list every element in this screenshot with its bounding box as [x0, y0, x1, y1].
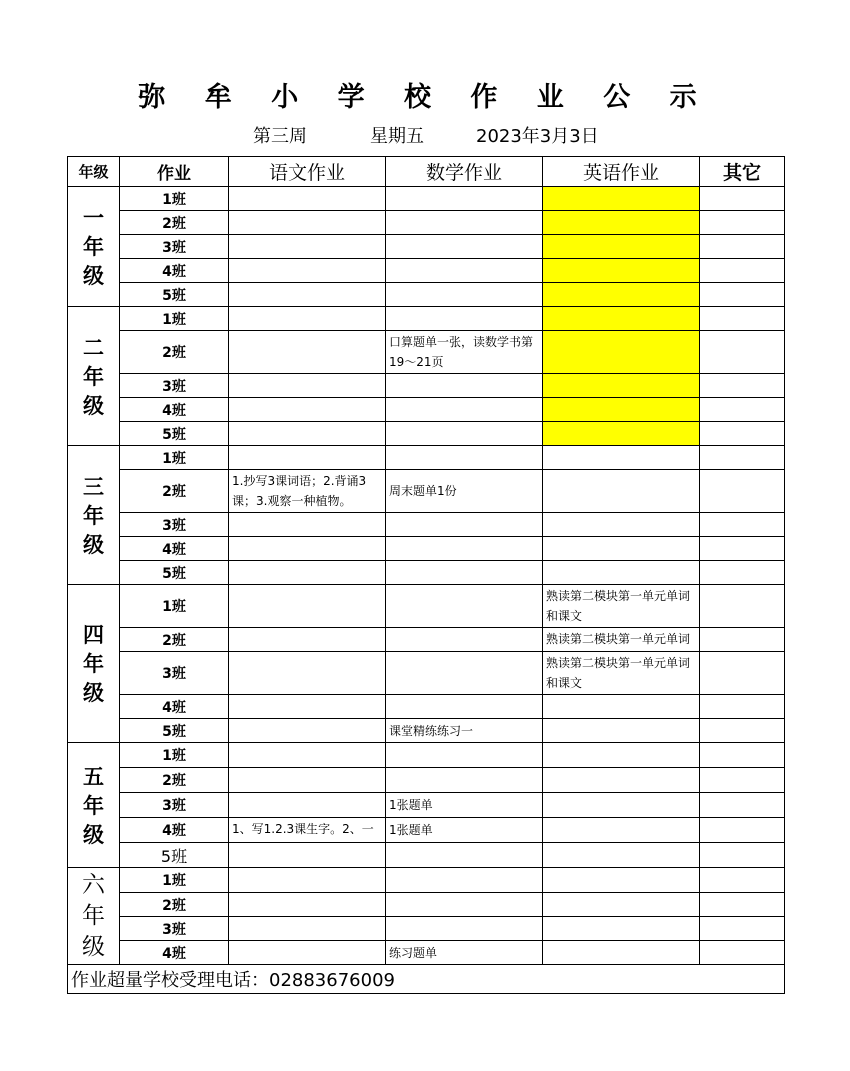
math-homework-cell [386, 843, 543, 868]
chinese-homework-cell [229, 446, 386, 470]
class-label: 3班 [120, 513, 229, 537]
english-homework-cell [543, 917, 700, 941]
table-row [68, 793, 785, 818]
math-homework-cell [386, 743, 543, 768]
other-homework-cell [700, 422, 785, 446]
chinese-homework-cell [229, 537, 386, 561]
class-label: 3班 [120, 235, 229, 259]
table-row [68, 187, 785, 211]
table-row [68, 652, 785, 695]
other-homework-cell [700, 331, 785, 374]
class-label: 3班 [120, 917, 229, 941]
other-homework-cell [700, 446, 785, 470]
math-homework-text: 课堂精练练习一 [389, 723, 474, 738]
page-title: 弥 牟 小 学 校 作 业 公 示 [138, 82, 712, 113]
table-row [68, 259, 785, 283]
math-homework-cell [386, 331, 543, 374]
header-math: 数学作业 [386, 157, 543, 187]
table-row [68, 868, 785, 893]
other-homework-cell [700, 893, 785, 917]
english-homework-text: 熟读第二模块第一单元单词和课文 [546, 589, 691, 623]
chinese-homework-cell [229, 374, 386, 398]
other-homework-cell [700, 398, 785, 422]
english-homework-cell [543, 652, 700, 695]
chinese-homework-cell [229, 211, 386, 235]
table-row [68, 283, 785, 307]
english-homework-cell [543, 513, 700, 537]
grade-label: 三 年 级 [68, 446, 120, 585]
english-homework-cell [543, 768, 700, 793]
english-homework-cell [543, 187, 700, 211]
other-homework-cell [700, 211, 785, 235]
english-homework-cell [543, 307, 700, 331]
math-homework-cell [386, 719, 543, 743]
chinese-homework-text: 1、写1.2.3课生字。2、一 [232, 821, 374, 836]
table-row [68, 719, 785, 743]
table-row [68, 818, 785, 843]
math-homework-cell [386, 628, 543, 652]
table-row [68, 628, 785, 652]
english-homework-text: 熟读第二模块第一单元单词和课文 [546, 656, 691, 690]
chinese-homework-cell [229, 743, 386, 768]
chinese-homework-cell [229, 259, 386, 283]
chinese-homework-cell [229, 719, 386, 743]
other-homework-cell [700, 374, 785, 398]
other-homework-cell [700, 941, 785, 965]
other-homework-cell [700, 585, 785, 628]
math-homework-cell [386, 652, 543, 695]
class-label: 2班 [120, 628, 229, 652]
class-label: 1班 [120, 446, 229, 470]
english-homework-cell [543, 537, 700, 561]
other-homework-cell [700, 818, 785, 843]
chinese-homework-cell [229, 561, 386, 585]
math-homework-cell [386, 561, 543, 585]
table-row [68, 374, 785, 398]
english-homework-cell [543, 941, 700, 965]
class-label: 5班 [120, 561, 229, 585]
chinese-homework-cell [229, 917, 386, 941]
class-label: 2班 [120, 470, 229, 513]
subtitle-week: 第三周 [253, 126, 307, 147]
table-row [68, 446, 785, 470]
chinese-homework-cell [229, 652, 386, 695]
english-homework-cell [543, 331, 700, 374]
chinese-homework-text: 1.抄写3课词语；2.背诵3课；3.观察一种植物。 [232, 474, 367, 508]
other-homework-cell [700, 561, 785, 585]
table-row [68, 561, 785, 585]
header-homework: 作业 [120, 157, 229, 187]
class-label: 5班 [120, 422, 229, 446]
class-label: 3班 [120, 374, 229, 398]
english-homework-cell [543, 422, 700, 446]
other-homework-cell [700, 719, 785, 743]
math-homework-cell [386, 235, 543, 259]
english-homework-cell [543, 470, 700, 513]
math-homework-cell [386, 211, 543, 235]
class-label: 4班 [120, 695, 229, 719]
math-homework-text: 练习题单 [389, 945, 438, 960]
class-label: 5班 [120, 843, 229, 868]
english-homework-cell [543, 211, 700, 235]
chinese-homework-cell [229, 235, 386, 259]
class-label: 2班 [120, 211, 229, 235]
chinese-homework-cell [229, 470, 386, 513]
math-homework-cell [386, 259, 543, 283]
class-label: 4班 [120, 818, 229, 843]
chinese-homework-cell [229, 843, 386, 868]
other-homework-cell [700, 652, 785, 695]
english-homework-cell [543, 628, 700, 652]
footer-complaint-phone: 作业超量学校受理电话：02883676009 [68, 965, 785, 994]
grade-label: 四 年 级 [68, 585, 120, 743]
chinese-homework-cell [229, 585, 386, 628]
class-label: 4班 [120, 537, 229, 561]
header-chinese: 语文作业 [229, 157, 386, 187]
class-label: 1班 [120, 585, 229, 628]
math-homework-text: 1张题单 [389, 823, 433, 837]
english-homework-cell [543, 793, 700, 818]
chinese-homework-cell [229, 893, 386, 917]
chinese-homework-cell [229, 695, 386, 719]
grade-label: 五 年 级 [68, 743, 120, 868]
english-homework-cell [543, 818, 700, 843]
table-row [68, 843, 785, 868]
grade-label: 二 年 级 [68, 307, 120, 446]
english-homework-cell [543, 235, 700, 259]
other-homework-cell [700, 537, 785, 561]
chinese-homework-cell [229, 331, 386, 374]
table-row [68, 585, 785, 628]
class-label: 2班 [120, 331, 229, 374]
table-row [68, 743, 785, 768]
table-row [68, 307, 785, 331]
english-homework-cell [543, 561, 700, 585]
class-label: 1班 [120, 743, 229, 768]
math-homework-cell [386, 917, 543, 941]
other-homework-cell [700, 843, 785, 868]
math-homework-cell [386, 283, 543, 307]
class-label: 5班 [120, 283, 229, 307]
chinese-homework-cell [229, 422, 386, 446]
table-row [68, 513, 785, 537]
math-homework-text: 1张题单 [389, 798, 433, 812]
table-row [68, 398, 785, 422]
other-homework-cell [700, 187, 785, 211]
other-homework-cell [700, 768, 785, 793]
chinese-homework-cell [229, 768, 386, 793]
table-row [68, 941, 785, 965]
table-row [68, 422, 785, 446]
table-row [68, 235, 785, 259]
class-label: 2班 [120, 893, 229, 917]
math-homework-cell [386, 793, 543, 818]
other-homework-cell [700, 513, 785, 537]
math-homework-cell [386, 398, 543, 422]
class-label: 5班 [120, 719, 229, 743]
english-homework-cell [543, 585, 700, 628]
english-homework-cell [543, 374, 700, 398]
class-label: 3班 [120, 793, 229, 818]
english-homework-cell [543, 843, 700, 868]
chinese-homework-cell [229, 793, 386, 818]
table-row [68, 211, 785, 235]
math-homework-text: 周末题单1份 [389, 484, 457, 498]
math-homework-cell [386, 893, 543, 917]
math-homework-cell [386, 470, 543, 513]
english-homework-cell [543, 695, 700, 719]
other-homework-cell [700, 235, 785, 259]
class-label: 1班 [120, 307, 229, 331]
english-homework-cell [543, 743, 700, 768]
other-homework-cell [700, 283, 785, 307]
class-label: 3班 [120, 652, 229, 695]
english-homework-cell [543, 283, 700, 307]
chinese-homework-cell [229, 513, 386, 537]
chinese-homework-cell [229, 283, 386, 307]
english-homework-cell [543, 893, 700, 917]
other-homework-cell [700, 868, 785, 893]
grade-label: 六 年 级 [68, 868, 120, 965]
math-homework-cell [386, 818, 543, 843]
other-homework-cell [700, 695, 785, 719]
chinese-homework-cell [229, 628, 386, 652]
english-homework-cell [543, 446, 700, 470]
math-homework-cell [386, 768, 543, 793]
other-homework-cell [700, 917, 785, 941]
class-label: 2班 [120, 768, 229, 793]
other-homework-cell [700, 743, 785, 768]
english-homework-cell [543, 719, 700, 743]
other-homework-cell [700, 628, 785, 652]
header-other: 其它 [700, 157, 785, 187]
table-row [68, 331, 785, 374]
class-label: 4班 [120, 259, 229, 283]
math-homework-cell [386, 585, 543, 628]
subtitle-date: 2023年3月3日 [476, 126, 599, 147]
class-label: 4班 [120, 941, 229, 965]
english-homework-cell [543, 868, 700, 893]
chinese-homework-cell [229, 307, 386, 331]
english-homework-cell [543, 398, 700, 422]
math-homework-cell [386, 187, 543, 211]
class-label: 1班 [120, 187, 229, 211]
other-homework-cell [700, 793, 785, 818]
math-homework-text: 口算题单一张，读数学书第19～21页 [389, 335, 534, 369]
math-homework-cell [386, 446, 543, 470]
header-grade: 年级 [68, 157, 120, 187]
other-homework-cell [700, 470, 785, 513]
math-homework-cell [386, 537, 543, 561]
math-homework-cell [386, 868, 543, 893]
table-row [68, 768, 785, 793]
chinese-homework-cell [229, 941, 386, 965]
math-homework-cell [386, 513, 543, 537]
other-homework-cell [700, 259, 785, 283]
math-homework-cell [386, 374, 543, 398]
header-english: 英语作业 [543, 157, 700, 187]
subtitle-weekday: 星期五 [370, 126, 424, 147]
chinese-homework-cell [229, 187, 386, 211]
header-row [68, 157, 785, 187]
homework-table [67, 156, 785, 994]
chinese-homework-cell [229, 868, 386, 893]
class-label: 4班 [120, 398, 229, 422]
english-homework-cell [543, 259, 700, 283]
math-homework-cell [386, 422, 543, 446]
math-homework-cell [386, 307, 543, 331]
chinese-homework-cell [229, 818, 386, 843]
math-homework-cell [386, 941, 543, 965]
table-row [68, 695, 785, 719]
english-homework-text: 熟读第二模块第一单元单词 [546, 631, 691, 646]
table-row [68, 470, 785, 513]
table-row [68, 537, 785, 561]
chinese-homework-cell [229, 398, 386, 422]
table-row [68, 893, 785, 917]
math-homework-cell [386, 695, 543, 719]
other-homework-cell [700, 307, 785, 331]
table-row [68, 917, 785, 941]
class-label: 1班 [120, 868, 229, 893]
grade-label: 一 年 级 [68, 187, 120, 307]
